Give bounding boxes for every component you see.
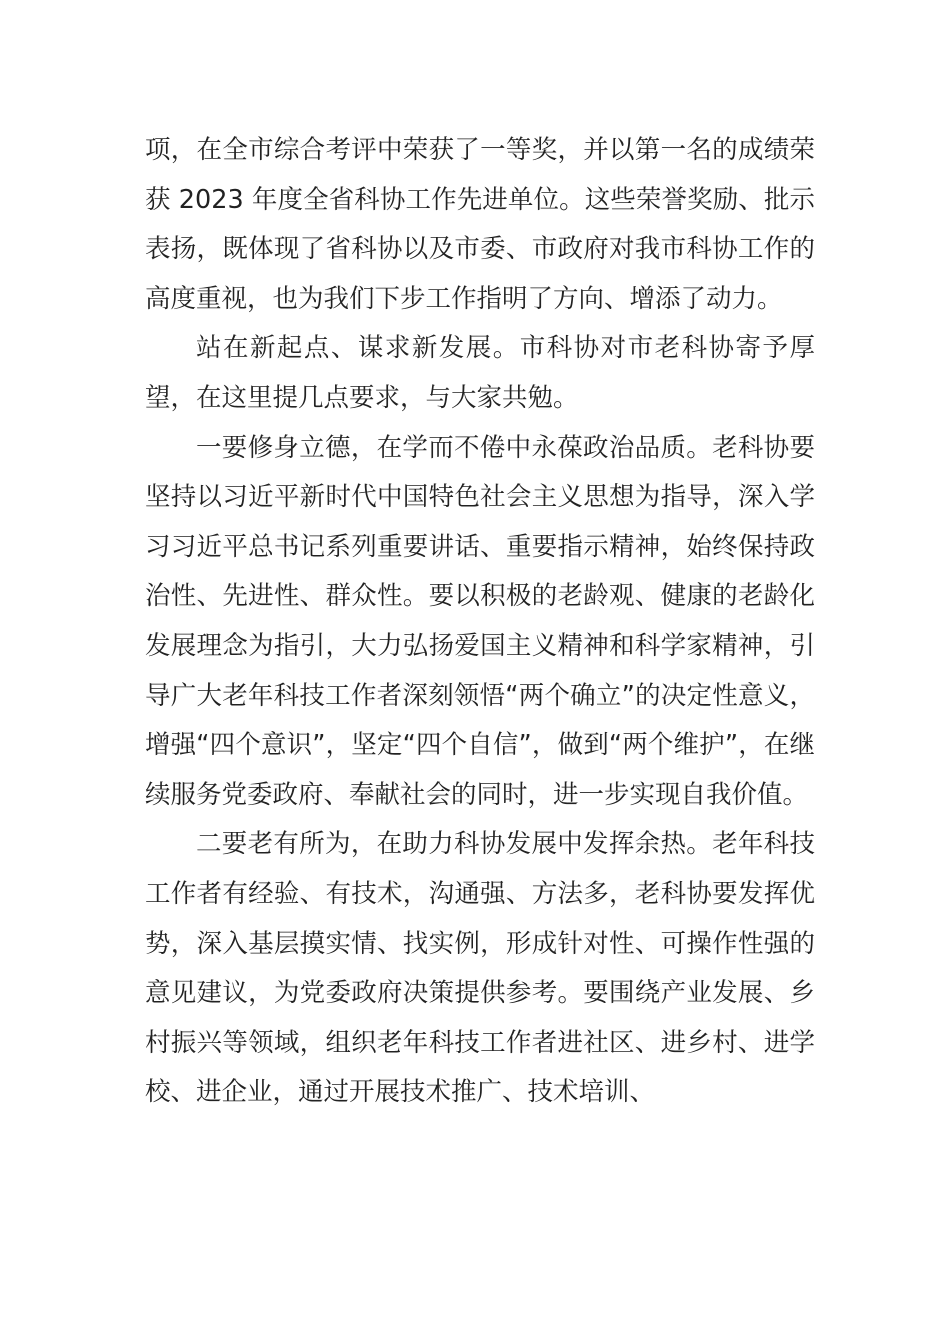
paragraph-requirement-one: 一要修身立德，在学而不倦中永葆政治品质。老科协要坚持以习近平新时代中国特色社会主义思想为指导，深入学习习近平总书记系列重要讲话、重要指示精神，始终保持政治性、先进性、群众性。要以积极的老龄观、健康的老龄化发展理念为指引，大力弘扬爱国主义精神和科学家精神，引导广大老年科技工作者深刻领悟“两个确立”的决定性意义，增强“四个意识”，坚定“四个自信”，做到“两个维护”，在继续服务党委政府、奉献社会的同时，进一步实现自我价值。 [145, 432, 815, 810]
document-body [145, 126, 815, 1118]
paragraph-requirement-two: 二要老有所为，在助力科协发展中发挥余热。老年科技工作者有经验、有技术，沟通强、方法多，老科协要发挥优势，深入基层摸实情、找实例，形成针对性、可操作性强的意见建议，为党委政府决策提供参考。要围绕产业发展、乡村振兴等领域，组织老年科技工作者进社区、进乡村、进学校、进企业，通过开展技术推广、技术培训、 [145, 829, 815, 1108]
paragraph-intro-continued: 项，在全市综合考评中荣获了一等奖，并以第一名的成绩荣获 2023 年度全省科协工作先进单位。这些荣誉奖励、批示表扬，既体现了省科协以及市委、市政府对我市科协工作的高度重视，也为我们下步工作指明了方向、增添了动力。 [145, 135, 815, 314]
paragraph-new-starting-point: 站在新起点、谋求新发展。市科协对市老科协寄予厚望，在这里提几点要求，与大家共勉。 [145, 333, 815, 413]
